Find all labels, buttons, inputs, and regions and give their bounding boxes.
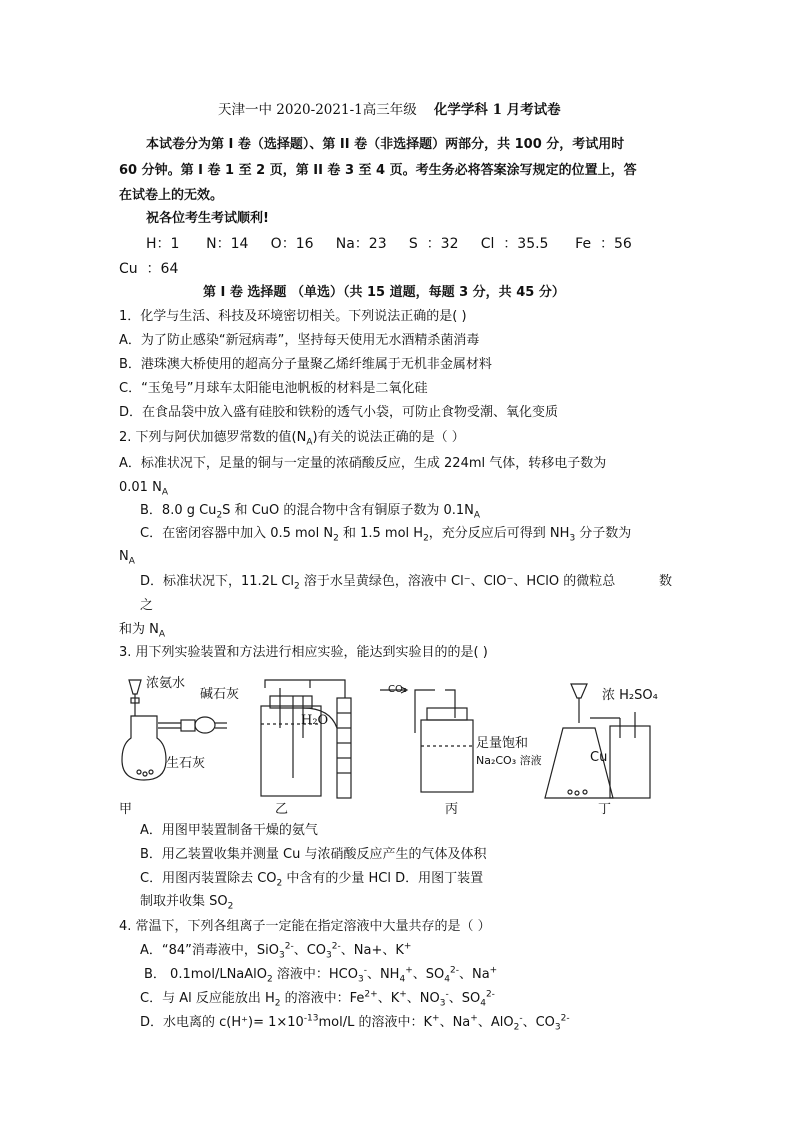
apparatus-bing [380, 687, 473, 792]
intro-line-3: 在试卷上的无效。 [119, 188, 224, 203]
q3-option-c [140, 869, 483, 889]
q4-d-sup3: - [519, 1013, 523, 1024]
q4-c-sub1: 3 [439, 998, 446, 1009]
q4-c-text: C．与 Al 反应能放出 H [140, 991, 275, 1006]
q2-d3-text: 和为 N [119, 622, 159, 637]
q2-c-mid2: ，充分反应后可得到 NH [428, 526, 570, 541]
q4-c-sub2: 4 [480, 998, 486, 1009]
intro-line-2: 60 分钟。第 I 卷 1 至 2 页，第 II 卷 3 至 4 页。考生务必将答案涂写规定的位置上，答 [119, 163, 637, 178]
q1-stem: 1．化学与生活、科技及环境密切相关。下列说法正确的是( ) [119, 309, 467, 324]
q4-b-text: B． 0.1mol/LNaAlO [144, 967, 268, 982]
label-h2so4: 浓 H₂SO₄ [602, 688, 658, 703]
exam-title [218, 100, 561, 120]
title-school: 天津一中 2020-2021-1高三年级 [218, 102, 417, 118]
q2-stem-head: 2. 下列与阿伏加德罗常数的值(N [119, 430, 307, 445]
q2-option-d [140, 572, 615, 592]
q2-option-d-3 [119, 620, 165, 640]
q4-d-text: D．水电离的 c(H⁺)= 1×10 [140, 1015, 304, 1030]
title-subject: 化学学科 1 月考试卷 [433, 102, 561, 118]
label-co2: CO₂ [388, 684, 407, 695]
label-ding: 丁 [598, 802, 612, 817]
label-bing: 丙 [445, 802, 459, 817]
q2-b-pre: B．8.0 g Cu [140, 503, 217, 518]
q2-stem-tail: )有关的说法正确的是（ ） [312, 430, 465, 445]
q4-b-sub2: 4 [399, 974, 406, 985]
q2-b-sub2: A [473, 510, 481, 521]
q4-option-d: D．水电离的 $c(H^+)= 1\times 10^{-13}mol/L$ 的溶液中：K+、Na+、AlO$_2$-、$CO_3^{2-}$ [140, 1013, 570, 1033]
q2-option-d-shu: 数 [659, 574, 673, 589]
good-luck: 祝各位考生考试顺利! [146, 211, 269, 226]
label-na2co3-2: Na₂CO₃ 溶液 [476, 754, 542, 767]
q3-c2-pre: 制取并收集 SO [140, 894, 228, 909]
q2-d-sub: 2 [294, 581, 300, 592]
q2-option-a: A．标准状况下，足量的铜与一定量的浓硝酸反应，生成 224ml 气体，转移电子数为 [119, 456, 607, 471]
q3-c-sub: 2 [276, 878, 283, 889]
atomic-masses: H：1 N：14 O：16 Na：23 S ：32 Cl ：35.5 Fe ：56 [146, 236, 632, 252]
intro-line-1: 本试卷分为第 I 卷（选择题）、第 II 卷（非选择题）两部分，共 100 分，考试用时 [146, 137, 625, 152]
q1-option-b: B．港珠澳大桥使用的超高分子量聚乙烯纤维属于无机非金属材料 [119, 357, 492, 372]
q4-b-sup4: + [489, 965, 498, 976]
q4-stem: 4. 常温下，下列各组离子一定能在指定溶液中大量共存的是（ ） [119, 919, 491, 934]
q2-d-pre: D．标准状况下，11.2L Cl [140, 574, 295, 589]
q2-c-tail: 分子数为 [575, 526, 632, 541]
q4-b-sup3: 2- [449, 965, 459, 976]
q2-c-pre: C．在密闭容器中加入 0.5 mol N [140, 526, 334, 541]
q1-option-a: A．为了防止感染“新冠病毒”，坚持每天使用无水酒精杀菌消毒 [119, 333, 480, 348]
q2-c-mid1: 和 1.5 mol H [338, 526, 424, 541]
q4-b-sup2: + [405, 965, 413, 976]
q2-stem [119, 428, 465, 448]
label-na2co3-1: 足量饱和 [476, 736, 529, 751]
q4-b-sup1: - [363, 965, 367, 976]
q4-option-a: A．“84”消毒液中，SiO$_3^{2-}$、$CO_3^{2-}$、Na+、K+ [140, 941, 412, 961]
q2-c2-sub: A [128, 556, 135, 567]
q4-b-sub0: 2 [267, 974, 273, 985]
q4-c-sup1: 2+ [364, 989, 378, 1000]
q3-stem: 3. 用下列实验装置和方法进行相应实验，能达到实验目的的是( ) [119, 645, 488, 660]
q4-c-sup3: - [445, 989, 449, 1000]
q4-c-sup2: + [399, 989, 407, 1000]
q4-c-sub0: 2 [274, 998, 281, 1009]
q4-d-sup2: + [470, 1013, 478, 1024]
q2-d-tail: 溶于水呈黄绿色，溶液中 Cl⁻、ClO⁻、HClO 的微粒总 [299, 574, 616, 589]
q2-a2-text: 0.01 N [119, 480, 162, 495]
label-cu: Cu [590, 750, 608, 765]
q2-c-sub3: 3 [569, 533, 576, 544]
q3-c-tail: 中含有的少量 HCl D．用图丁装置 [282, 871, 484, 886]
q1-option-c: C．“玉兔号”月球车太阳能电池帆板的材料是二氧化硅 [119, 381, 428, 396]
q3-option-b: B．用乙装置收集并测量 Cu 与浓硝酸反应产生的气体及体积 [140, 847, 487, 862]
q4-a-sup1: 2- [284, 941, 294, 952]
q4-a-sub2: 3 [326, 950, 332, 961]
q4-option-b: B． 0.1mol/LNaAlO$_2$ 溶液中：$HCO_3^-$、$NH_4^+$、$SO_4^{2-}$、Na+ [144, 965, 498, 985]
q2-option-a-2 [119, 478, 168, 498]
q2-b-mid: S 和 CuO 的混合物中含有铜原子数为 0.1N [222, 503, 474, 518]
q4-d-sup1: + [432, 1013, 440, 1024]
q4-d-sup0: -13 [303, 1013, 319, 1024]
q4-d-sub2: 3 [554, 1022, 561, 1033]
q4-a-text: A．“84”消毒液中，SiO [140, 943, 280, 958]
q4-b-sub1: 3 [357, 974, 364, 985]
q4-a-sup3: + [403, 941, 412, 952]
label-water: H₂O [301, 713, 329, 728]
q3-c-pre: C．用图丙装置除去 CO [140, 871, 277, 886]
q4-b-sub3: 4 [444, 974, 450, 985]
label-quicklime: 生石灰 [166, 756, 206, 771]
q2-a2-sub: A [161, 487, 168, 498]
q2-d3-sub: A [158, 629, 166, 640]
q2-option-c-2 [119, 547, 135, 567]
q2-c2-text: N [119, 549, 129, 564]
label-nh3: 浓氨水 [146, 676, 186, 691]
label-soda-lime: 碱石灰 [200, 687, 240, 702]
q1-option-d: D．在食品袋中放入盛有硅胶和铁粉的透气小袋，可防止食物受潮、氧化变质 [119, 405, 559, 420]
atomic-masses-cu: Cu ：64 [119, 261, 179, 277]
q2-stem-sub: A [306, 437, 313, 448]
section-heading: 第 I 卷 选择题 （单选）（共 15 道题，每题 3 分，共 45 分） [203, 285, 565, 300]
q3-option-c-2 [140, 892, 233, 912]
q2-b-sub1: 2 [216, 510, 223, 521]
q4-option-c: C．与 Al 反应能放出 $H_2$ 的溶液中：$Fe^{2+}$、K+、$NO_3^-$、$SO_4^{2-}$ [140, 989, 495, 1009]
q3-c2-sub: 2 [227, 901, 234, 912]
q4-c-sup4: 2- [485, 989, 495, 1000]
q2-option-d-zhi: 之 [140, 598, 154, 613]
q4-d-sub1: 2 [513, 1022, 520, 1033]
q2-option-b [140, 501, 480, 521]
label-yi: 乙 [275, 802, 289, 817]
q2-option-c [140, 524, 631, 544]
label-jia: 甲 [119, 802, 133, 817]
q2-c-sub1: 2 [333, 533, 339, 544]
q4-a-sup2: 2- [331, 941, 341, 952]
apparatus-yi [261, 680, 351, 798]
q4-d-sup4: 2- [560, 1013, 570, 1024]
q2-c-sub2: 2 [423, 533, 429, 544]
q4-a-sub1: 3 [279, 950, 285, 961]
q3-option-a: A．用图甲装置制备干燥的氨气 [140, 823, 318, 838]
